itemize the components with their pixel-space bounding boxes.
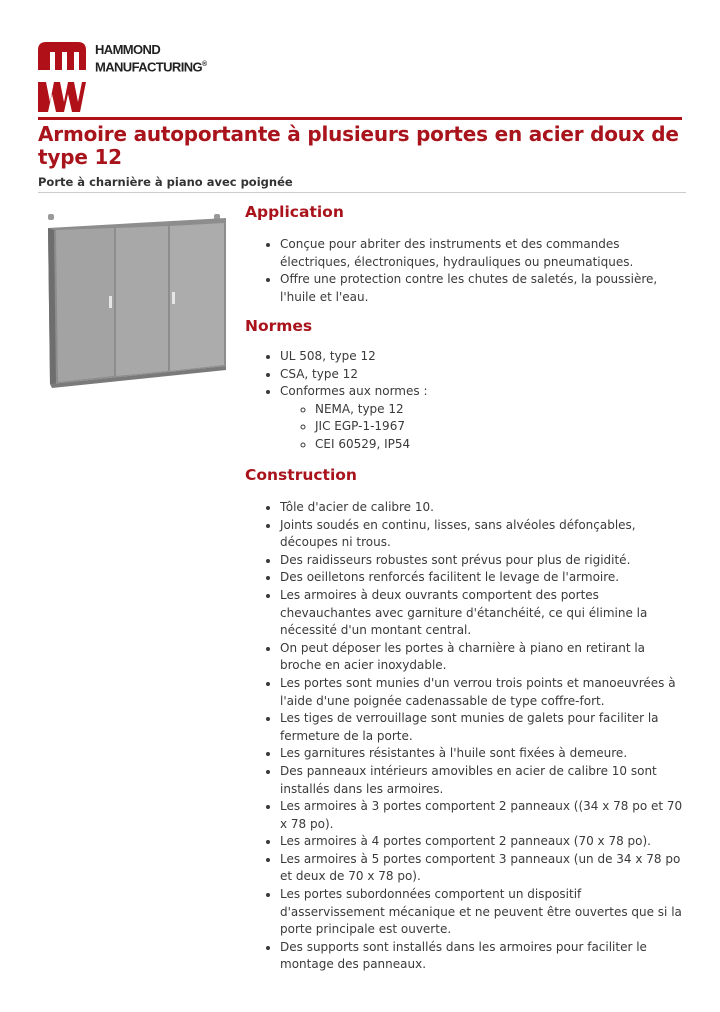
list-item: • UL 508, type 12 — [280, 348, 685, 366]
list-item: • Les portes sont munies d'un verrou trois points et manoeuvrées à l'aide d'une poignée cadenassable de type coffre-fort. — [280, 675, 685, 710]
door-handle-left — [109, 296, 112, 308]
list-item: • Les armoires à deux ouvrants comportent des portes chevauchantes avec garniture d'étanchéité, ce qui élimine la nécessité d'un montant central. — [280, 587, 685, 640]
list-item: • Conçue pour abriter des instruments et des commandes électriques, électroniques, hydrauliques ou pneumatiques. — [280, 236, 685, 271]
header-divider — [38, 117, 682, 120]
section-application — [245, 202, 685, 306]
lifting-eye-left — [48, 214, 54, 220]
list-item: • Les armoires à 4 portes comportent 2 panneaux (70 x 78 po). — [280, 833, 685, 851]
application-list — [245, 236, 685, 306]
list-item: • Les tiges de verrouillage sont munies de galets pour faciliter la fermeture de la porte. — [280, 710, 685, 745]
page-title: Armoire autoportante à plusieurs portes en acier doux de type 12 — [38, 122, 679, 169]
list-item: • On peut déposer les portes à charnière à piano en retirant la broche en acier inoxydable. — [280, 640, 685, 675]
section-normes — [245, 316, 685, 454]
list-item: • Des oeilletons renforcés facilitent le levage de l'armoire. — [280, 569, 685, 587]
construction-list — [245, 499, 685, 974]
list-item: • Des supports sont installés dans les armoires pour faciliter le montage des panneaux. — [280, 939, 685, 974]
list-item: • Conformes aux normes : ◦ NEMA, type 12 ◦ JIC EGP-1-1967 ◦ CEI 60529, IP54 — [280, 383, 685, 453]
sublist-item: ◦ JIC EGP-1-1967 — [315, 418, 685, 436]
brand-line2: MANUFACTURING® — [95, 59, 207, 75]
sublist-item: ◦ CEI 60529, IP54 — [315, 436, 685, 454]
section-construction — [245, 465, 685, 974]
door-right — [170, 223, 224, 371]
product-image — [40, 208, 230, 393]
application-heading: Application — [245, 203, 344, 221]
page-subtitle: Porte à charnière à piano avec poignée — [38, 175, 293, 189]
list-item: • Des raidisseurs robustes sont prévus pour plus de rigidité. — [280, 552, 685, 570]
brand-line1: HAMMOND — [95, 42, 161, 57]
normes-list — [245, 348, 685, 454]
normes-heading: Normes — [245, 317, 313, 335]
list-item: • CSA, type 12 — [280, 366, 685, 384]
list-item: • Tôle d'acier de calibre 10. — [280, 499, 685, 517]
door-handle-right — [172, 292, 175, 304]
hammond-logo-mark-icon — [38, 42, 86, 114]
sublist-item: ◦ NEMA, type 12 — [315, 401, 685, 419]
list-item: • Les armoires à 5 portes comportent 3 panneaux (un de 34 x 78 po et deux de 70 x 78 po). — [280, 851, 685, 886]
title-divider — [38, 192, 686, 193]
list-item: • Joints soudés en continu, lisses, sans alvéoles défonçables, découpes ni trous. — [280, 517, 685, 552]
door-left — [56, 228, 114, 382]
list-item: • Les garnitures résistantes à l'huile sont fixées à demeure. — [280, 745, 685, 763]
normes-sublist — [280, 401, 685, 454]
door-middle — [116, 226, 168, 376]
list-item: • Des panneaux intérieurs amovibles en acier de calibre 10 sont installés dans les armoires. — [280, 763, 685, 798]
list-item: • Les armoires à 3 portes comportent 2 panneaux ((34 x 78 po et 70 x 78 po). — [280, 798, 685, 833]
list-item: • Offre une protection contre les chutes de saletés, la poussière, l'huile et l'eau. — [280, 271, 685, 306]
hammond-logo — [38, 42, 238, 114]
brand-name — [95, 42, 207, 74]
construction-heading: Construction — [245, 466, 357, 484]
list-item: • Les portes subordonnées comportent un dispositif d'asservissement mécanique et ne peuvent être ouvertes que si la porte principale est ouverte. — [280, 886, 685, 939]
